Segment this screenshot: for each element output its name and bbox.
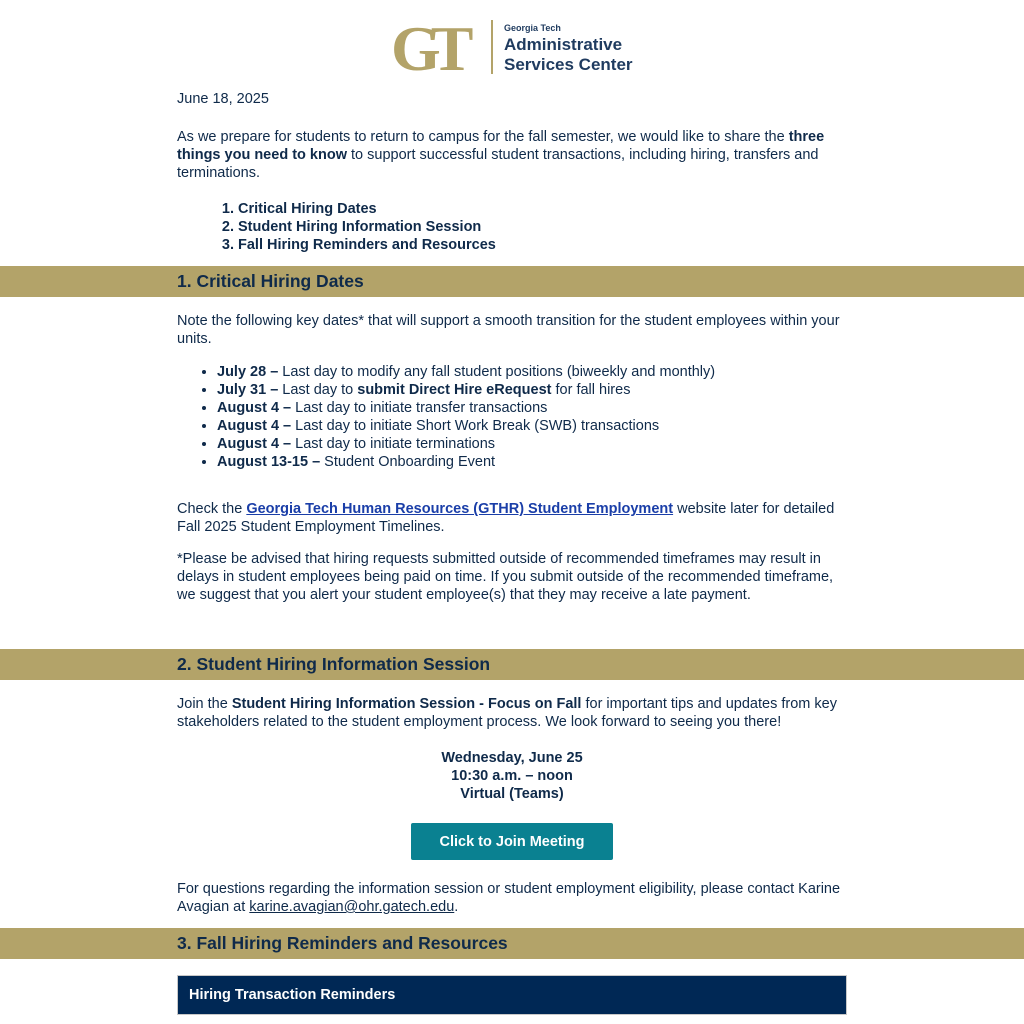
logo-title-line2: Services Center: [504, 55, 633, 74]
contact-text-end: .: [454, 899, 459, 915]
join-text: Join the: [177, 696, 232, 712]
reminders-table-header: Hiring Transaction Reminders: [177, 975, 847, 1015]
session-time: 10:30 a.m. – noon: [451, 768, 573, 784]
intro-text-end: to support successful student transactions, including hiring, transfers and terminations.: [177, 147, 819, 181]
section-title: 3. Fall Hiring Reminders and Resources: [177, 933, 508, 953]
intro-bold: three things you need to know: [177, 129, 825, 163]
section-title: 1. Critical Hiring Dates: [177, 271, 364, 291]
check-text: Check the: [177, 501, 247, 517]
session-details: [177, 749, 847, 803]
check-text-end: website later for detailed Fall 2025 Student Employment Timelines.: [177, 501, 835, 535]
section-title: 2. Student Hiring Information Session: [177, 654, 491, 674]
toc-item: 2. Student Hiring Information Session: [238, 218, 847, 236]
list-item: • August 13-15 – Student Onboarding Event: [217, 453, 847, 471]
logo-mark-text: GT: [391, 20, 464, 76]
list-item: • August 4 – Last day to initiate transfer transactions: [217, 399, 847, 417]
join-text-end: for important tips and updates from key stakeholders related to the student employment process. We look forward to seeing you there!: [177, 696, 837, 730]
section-band: [0, 928, 1024, 959]
email-date: June 18, 2025: [177, 91, 269, 107]
list-item: • July 28 – Last day to modify any fall student positions (biweekly and monthly): [217, 363, 847, 381]
table-of-contents: [177, 200, 847, 254]
session-day: Wednesday, June 25: [441, 750, 583, 766]
intro-paragraph: [177, 128, 847, 182]
toc-item: 1. Critical Hiring Dates: [238, 200, 847, 218]
session-location: Virtual (Teams): [460, 786, 564, 802]
list-item: • July 31 – Last day to submit Direct Hire eRequest for fall hires: [217, 381, 847, 399]
gt-logo-icon: [391, 20, 483, 76]
contact-email-link[interactable]: karine.avagian@ohr.gatech.edu: [249, 899, 455, 915]
gthr-student-employment-link[interactable]: Georgia Tech Human Resources (GTHR) Student Employment: [246, 501, 674, 517]
logo-divider: [491, 20, 493, 74]
header: [177, 0, 847, 88]
section-band: [0, 649, 1024, 680]
session-name: Student Hiring Information Session - Focus on Fall: [231, 696, 582, 712]
late-payment-note: *Please be advised that hiring requests submitted outside of recommended timeframes may result in delays in student employees being paid on time. If you submit outside of the recommended timeframe, we suggest that you alert your student employee(s) that they may receive a late payment.: [177, 551, 834, 603]
contact-text: For questions regarding the information session or student employment eligibility, please contact Karine Avagian at: [177, 881, 841, 915]
logo-title-line1: Administrative: [504, 35, 623, 54]
key-dates-list: [177, 363, 847, 471]
toc-item: 3. Fall Hiring Reminders and Resources: [238, 236, 847, 254]
intro-text: As we prepare for students to return to campus for the fall semester, we would like to share the: [177, 129, 789, 145]
join-meeting-button[interactable]: Click to Join Meeting: [411, 823, 613, 860]
dates-intro: Note the following key dates* that will support a smooth transition for the student employees within your units.: [177, 313, 840, 347]
contact-paragraph: [177, 880, 847, 916]
logo-small-text: Georgia Tech: [504, 23, 561, 33]
session-paragraph: [177, 695, 847, 731]
check-website-paragraph: [177, 500, 847, 536]
gt-asc-logo: [391, 18, 635, 76]
list-item: • August 4 – Last day to initiate Short Work Break (SWB) transactions: [217, 417, 847, 435]
logo-title: [504, 35, 633, 75]
section-band: [0, 266, 1024, 297]
list-item: • August 4 – Last day to initiate terminations: [217, 435, 847, 453]
